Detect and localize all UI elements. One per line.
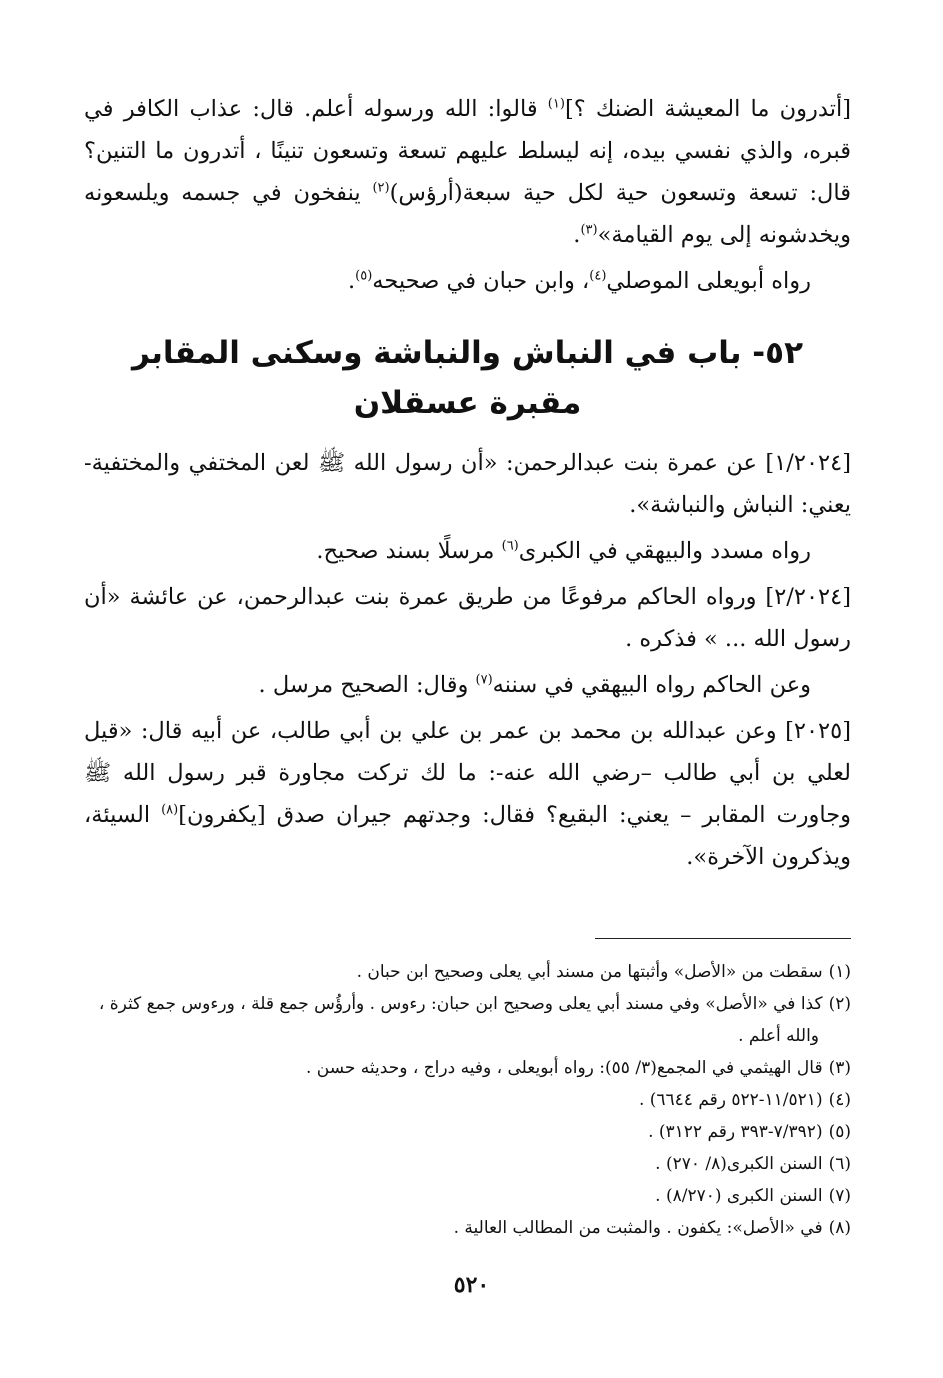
hadith-2025 xyxy=(84,710,851,878)
footnote-ref[interactable]: (٥) xyxy=(355,268,373,284)
footnote-text: سقطت من «الأصل» وأثبتها من مسند أبي يعلى وصحيح ابن حبان . xyxy=(356,962,823,982)
main-text xyxy=(84,88,851,878)
footnote xyxy=(84,1084,851,1116)
footnote-divider xyxy=(595,938,851,939)
footnote-text: في «الأصل»: يكفون . والمثبت من المطالب العالية . xyxy=(453,1218,823,1238)
text-segment: رواه مسدد والبيهقي في الكبرى xyxy=(518,538,811,564)
page-number: ٥٢٠ xyxy=(453,1272,490,1298)
text-segment: . xyxy=(573,222,581,248)
footnote-ref[interactable]: (٦) xyxy=(501,538,519,554)
hadith-2024-1: [١/٢٠٢٤] عن عمرة بنت عبدالرحمن: «أن رسول الله ﷺ لعن المختفي والمختفية- يعني: النباش والنباشة». xyxy=(84,450,851,518)
footnote-ref[interactable]: (٢) xyxy=(372,180,390,196)
text-segment: مرسلًا بسند صحيح. xyxy=(316,538,502,564)
footnote-text: السنن الكبرى(٨/ ٢٧٠) . xyxy=(655,1154,823,1174)
footnote xyxy=(84,1052,851,1084)
footnote xyxy=(84,1180,851,1212)
text-segment: ، وابن حبان في صحيحه xyxy=(372,268,590,294)
text-segment: ينفخون في جسمه ويلسعونه ويخدشونه إلى يوم القيامة» xyxy=(84,180,851,248)
footnote xyxy=(84,1148,851,1180)
footnote-text: قال الهيثمي في المجمع(٣/ ٥٥): رواه أبويعلى ، وفيه دراج ، وحديثه حسن . xyxy=(305,1058,823,1078)
footnote-number: (٤) xyxy=(828,1090,851,1110)
text-segment: قالوا: الله ورسوله أعلم. قال: عذاب الكافر في قبره، والذي نفسي بيده، إنه ليسلط عليهم تسعة وتسعون تنينًا ، أتدرون ما التنين؟ قال: تسعة وتسعون حية لكل حية سبعة(أرؤس) xyxy=(84,96,851,206)
footnote-ref[interactable]: (٧) xyxy=(475,672,493,688)
footnote-number: (٧) xyxy=(828,1186,851,1206)
text-segment: السيئة، ويذكرون الآخرة». xyxy=(84,802,851,870)
footnote xyxy=(84,1212,851,1244)
narration-note xyxy=(84,530,851,572)
chapter-heading xyxy=(84,328,851,428)
text-segment: رواه أبويعلى الموصلي xyxy=(606,268,811,294)
hadith-continuation xyxy=(84,88,851,256)
text-segment: [أتدرون ما المعيشة الضنك ؟] xyxy=(564,96,851,122)
chapter-heading-line1: ٥٢- باب في النباش والنباشة وسكنى المقابر xyxy=(131,335,804,371)
footnote xyxy=(84,988,851,1052)
footnote-number: (٨) xyxy=(828,1218,851,1238)
footnote xyxy=(84,1116,851,1148)
footnote-text: (٧/٣٩٢-٣٩٣ رقم ٣١٢٢) . xyxy=(648,1122,823,1142)
text-segment: وقال: الصحيح مرسل . xyxy=(258,672,476,698)
footnotes xyxy=(84,956,851,1244)
hadith-2024-2: [٢/٢٠٢٤] ورواه الحاكم مرفوعًا من طريق عمرة بنت عبدالرحمن، عن عائشة «أن رسول الله ... » فذكره . xyxy=(84,584,851,652)
narration-note xyxy=(84,260,851,302)
text-segment: . xyxy=(348,268,356,294)
text-segment: وعن الحاكم رواه البيهقي في سننه xyxy=(492,672,811,698)
footnote-number: (٣) xyxy=(828,1058,851,1078)
footnote-text: (١١/٥٢١-٥٢٢ رقم ٦٦٤٤) . xyxy=(638,1090,823,1110)
footnote-text: كذا في «الأصل» وفي مسند أبي يعلى وصحيح ابن حبان: رءوس . وأرؤُس جمع قلة ، ورءوس جمع كثرة ، والله أعلم . xyxy=(98,994,823,1046)
footnote-number: (١) xyxy=(828,962,851,982)
text-segment: [٢٠٢٥] وعن عبدالله بن محمد بن عمر بن علي بن أبي طالب، عن أبيه قال: «قيل لعلي بن أبي طالب –رضي الله عنه-: ما لك تركت مجاورة قبر رسول الله ﷺ وجاورت المقابر – يعني: البقيع؟ فقال: وجدتهم جيران صدق [يكفرون] xyxy=(84,718,851,828)
footnote xyxy=(84,956,851,988)
footnote-text: السنن الكبرى (٨/٢٧٠) . xyxy=(655,1186,823,1206)
footnote-ref[interactable]: (١) xyxy=(547,96,565,112)
footnote-number: (٦) xyxy=(828,1154,851,1174)
narration-note xyxy=(84,664,851,706)
footnote-ref[interactable]: (٤) xyxy=(589,268,607,284)
footnote-number: (٢) xyxy=(828,994,851,1014)
chapter-heading-line2: مقبرة عسقلان xyxy=(353,385,582,421)
footnote-ref[interactable]: (٨) xyxy=(161,802,179,818)
footnote-ref[interactable]: (٣) xyxy=(580,222,598,238)
footnote-number: (٥) xyxy=(828,1122,851,1142)
